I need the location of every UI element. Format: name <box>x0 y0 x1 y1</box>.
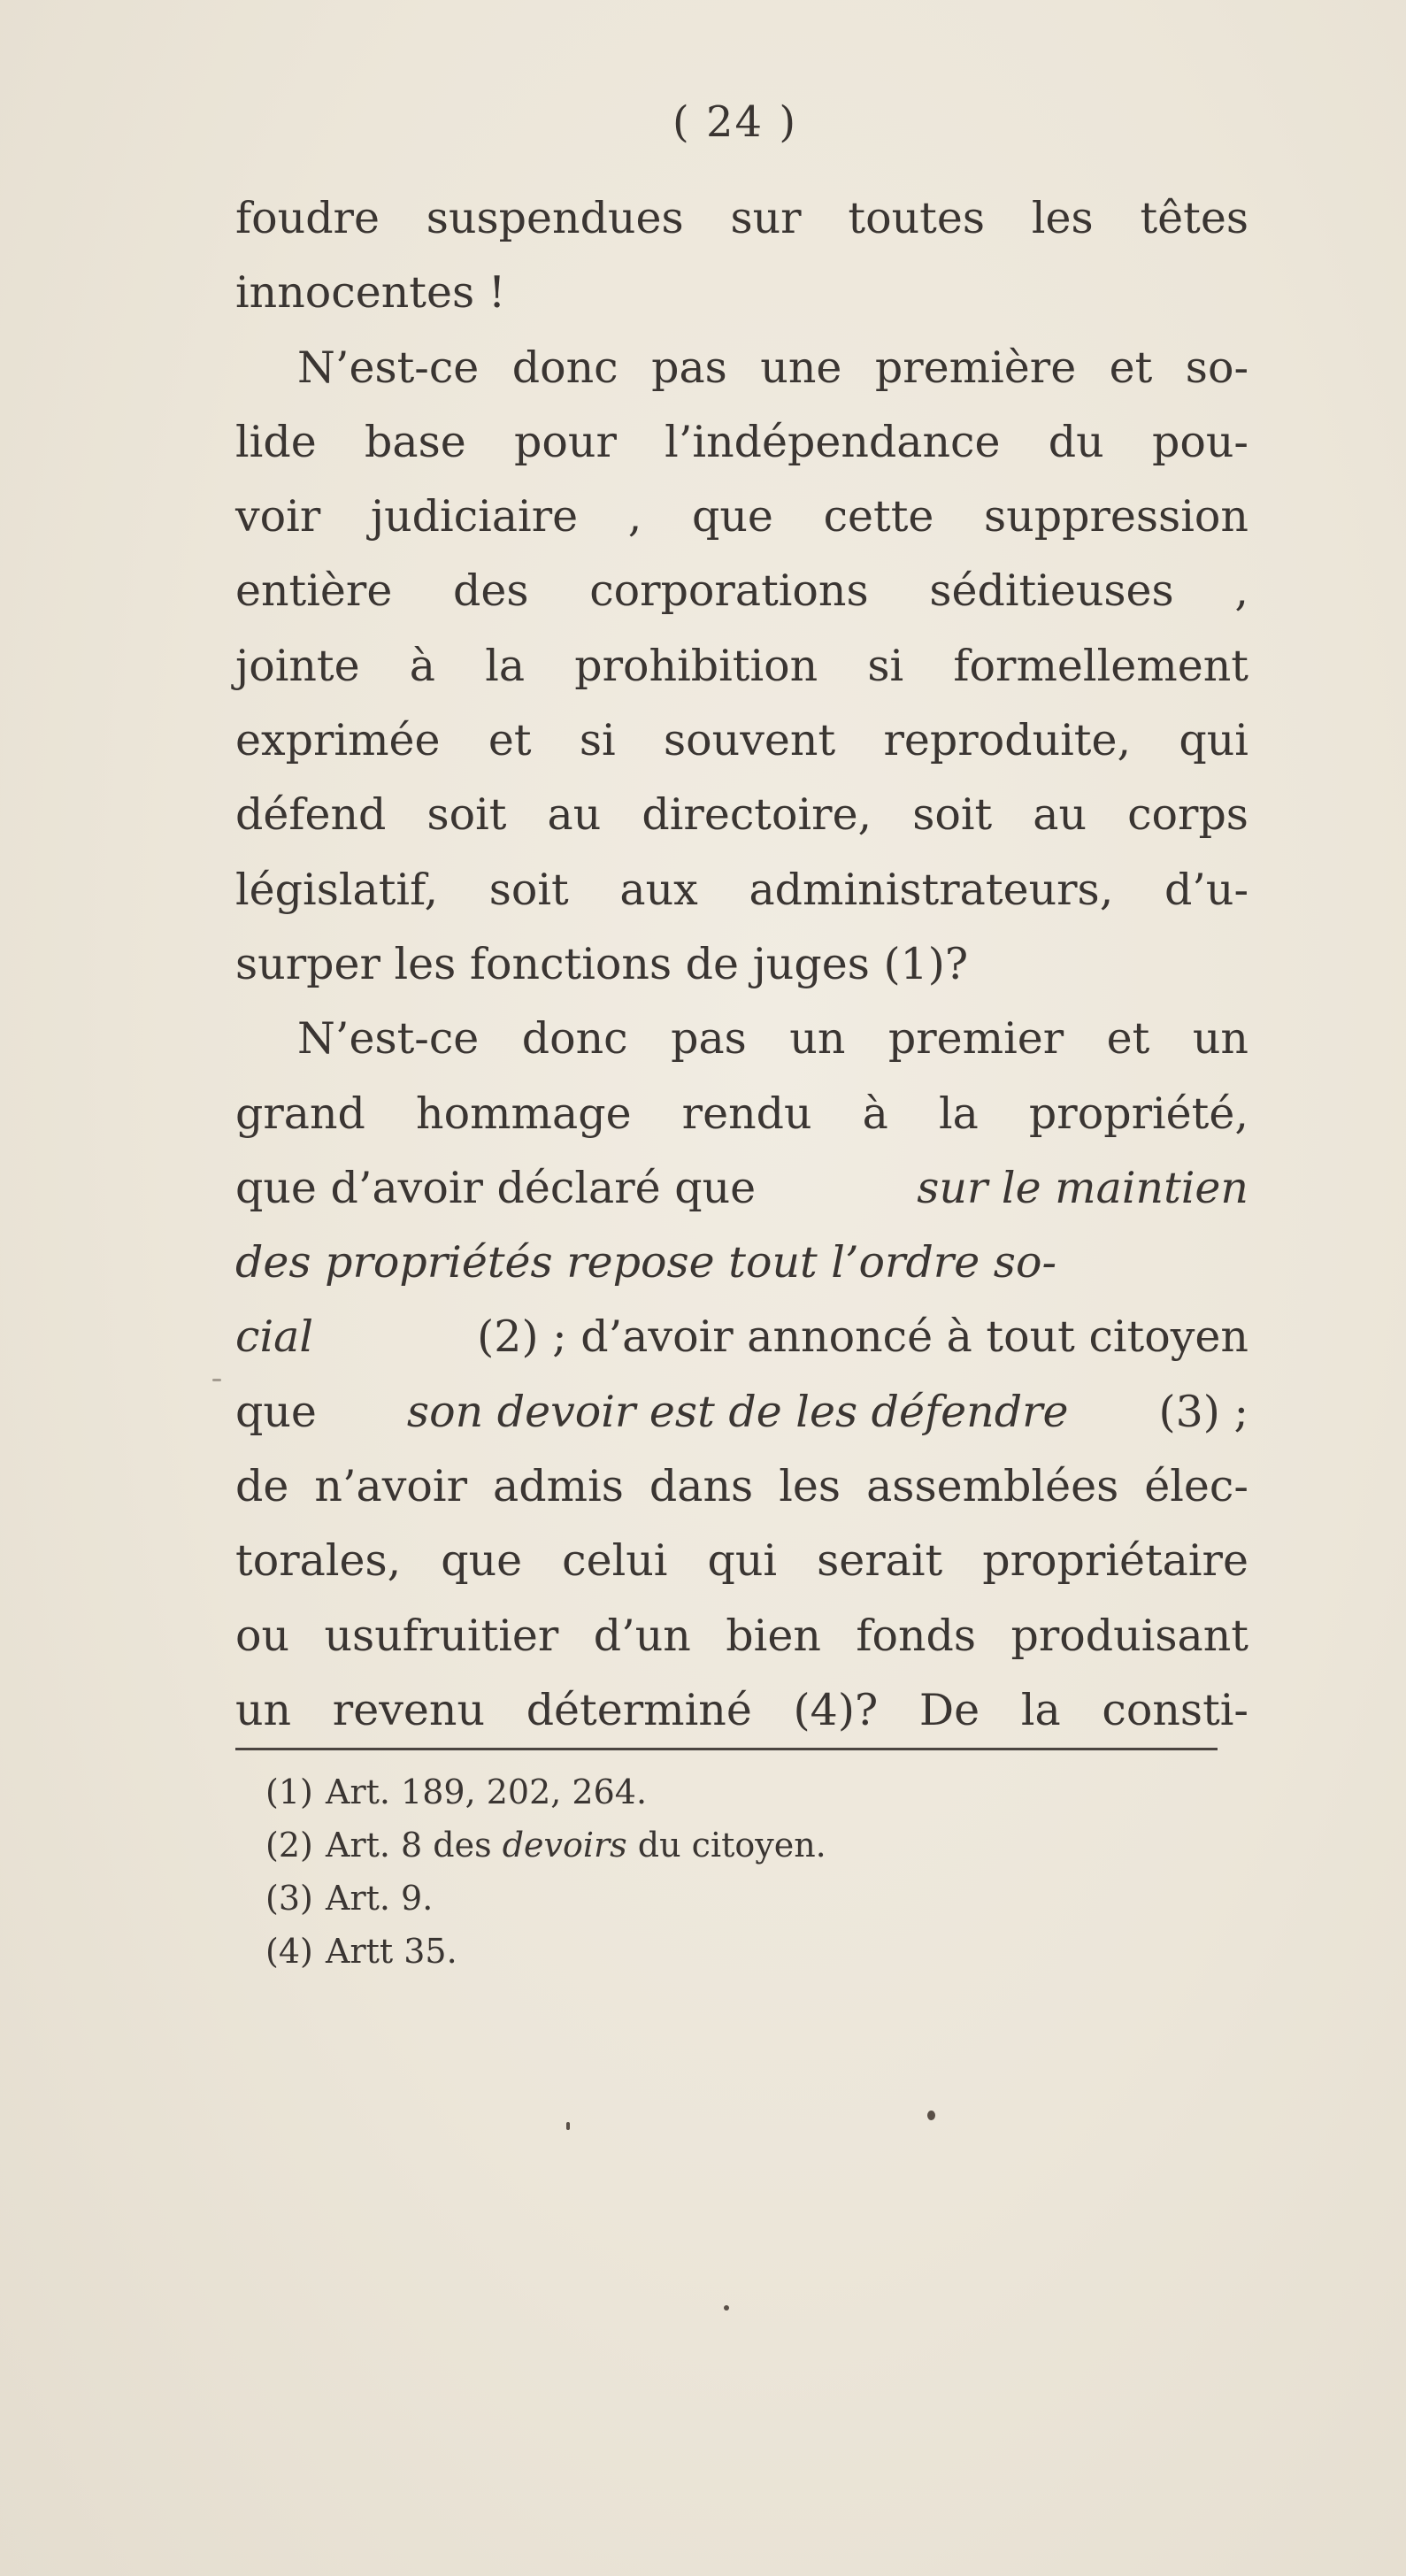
footnote: (4) Artt 35. <box>265 1932 457 1971</box>
text-line: des propriétés repose tout l’ordre so- <box>235 1237 1057 1288</box>
text-line: grand hommage rendu à la propriété, <box>235 1088 1248 1139</box>
paper-speck <box>566 2122 570 2130</box>
text-line: torales, que celui qui serait propriétaire <box>235 1535 1248 1587</box>
text-line: législatif, soit aux administrateurs, d’u- <box>235 864 1248 915</box>
text-line: défend soit au directoire, soit au corps <box>235 789 1248 841</box>
text-line: lide base pour l’indépendance du pou- <box>235 416 1248 467</box>
footnote-divider <box>235 1748 1218 1750</box>
text-line: exprimée et si souvent reproduite, qui <box>235 715 1248 766</box>
text-line: voir judiciaire , que cette suppression <box>235 491 1248 542</box>
text-line: que d’avoir déclaré que sur le maintien <box>235 1162 1248 1213</box>
footnotes <box>265 1765 826 1978</box>
text-line: entière des corporations séditieuses , <box>235 565 1248 617</box>
page-number: ( 24 ) <box>672 97 798 147</box>
text-line: ou usufruitier d’un bien fonds produisant <box>235 1610 1248 1661</box>
body-text <box>235 181 1248 1748</box>
paragraph-start-line: N’est-ce donc pas un premier et un <box>297 1013 1248 1065</box>
paper-speck <box>724 2305 729 2311</box>
paragraph-start-line: N’est-ce donc pas une première et so- <box>297 342 1248 393</box>
text-line: que son devoir est de les défendre (3) ; <box>235 1386 1248 1437</box>
footnote: (1) Art. 189, 202, 264. <box>265 1772 648 1811</box>
text-line: surper les fonctions de juges (1)? <box>235 938 969 989</box>
text-line: de n’avoir admis dans les assemblées élec- <box>235 1461 1248 1512</box>
text-line: cial (2) ; d’avoir annoncé à tout citoyen <box>235 1311 1248 1363</box>
text-line: jointe à la prohibition si formellement <box>235 640 1248 691</box>
footnote: (2) Art. 8 des devoirs du citoyen. <box>265 1826 826 1865</box>
text-line: un revenu déterminé (4)? De la consti- <box>235 1684 1248 1735</box>
paper-speck <box>212 1379 221 1381</box>
text-line: foudre suspendues sur toutes les têtes <box>235 193 1248 243</box>
text-line: innocentes ! <box>235 267 506 319</box>
paper-speck <box>927 2111 935 2120</box>
footnote: (3) Art. 9. <box>265 1879 434 1918</box>
